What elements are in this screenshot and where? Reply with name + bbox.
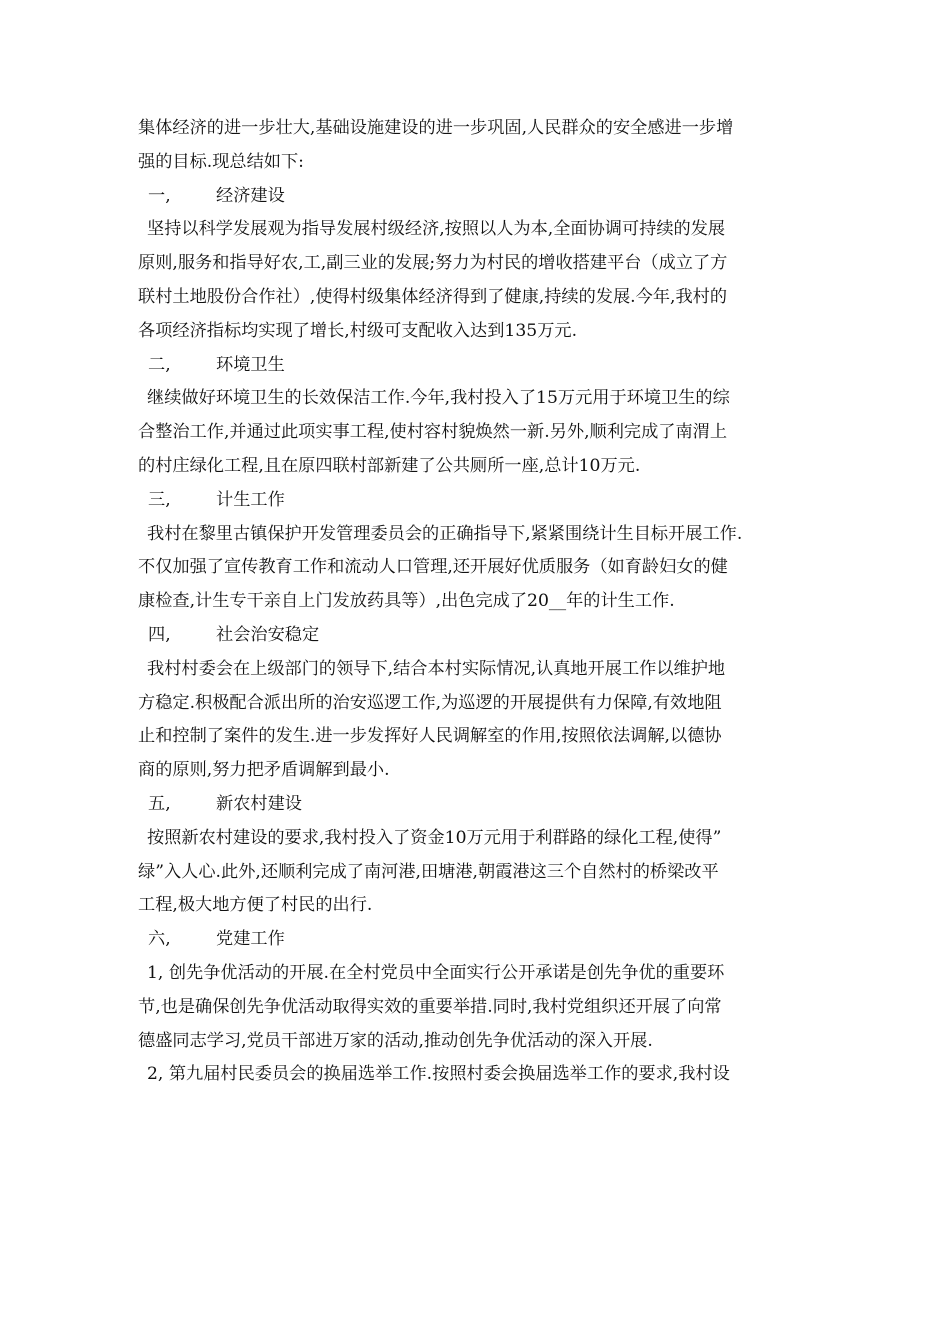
section-heading (138, 788, 818, 822)
paragraph-line: 不仅加强了宣传教育工作和流动人口管理,还开展好优质服务（如育龄妇女的健 (138, 557, 728, 578)
paragraph-line: 康检查,计生专干亲自上门发放药具等）,出色完成了20__年的计生工作. (138, 591, 675, 612)
paragraph-line: 方稳定.积极配合派出所的治安巡逻工作,为巡逻的开展提供有力保障,有效地阻 (138, 692, 722, 713)
section-number: 四, (148, 624, 171, 645)
paragraph-line: 工程,极大地方便了村民的出行. (138, 895, 373, 916)
paragraph-line: 我村在黎里古镇保护开发管理委员会的正确指导下,紧紧围绕计生目标开展工作. (147, 523, 743, 544)
paragraph-line: 联村土地股份合作社）,使得村级集体经济得到了健康,持续的发展.今年,我村的 (138, 286, 728, 307)
paragraph-line: 2, 第九届村民委员会的换届选举工作.按照村委会换届选举工作的要求,我村设 (147, 1064, 730, 1085)
section-number: 二, (148, 354, 171, 375)
section-heading (138, 180, 818, 214)
section-number: 五, (148, 793, 171, 814)
section-title: 环境卫生 (216, 354, 285, 375)
section-title: 新农村建设 (216, 793, 302, 814)
section-title: 计生工作 (216, 489, 285, 510)
section-heading (138, 484, 818, 518)
paragraph-line: 商的原则,努力把矛盾调解到最小. (138, 760, 390, 781)
paragraph-line: 坚持以科学发展观为指导发展村级经济,按照以人为本,全面协调可持续的发展 (147, 219, 726, 240)
paragraph-line: 节,也是确保创先争优活动取得实效的重要举措.同时,我村党组织还开展了向常 (138, 996, 722, 1017)
paragraph-line: 合整治工作,并通过此项实事工程,使村容村貌焕然一新.另外,顺利完成了南渭上 (138, 422, 728, 443)
document-page (138, 112, 818, 1092)
section-heading (138, 349, 818, 383)
paragraph-line: 原则,服务和指导好农,工,副三业的发展;努力为村民的增收搭建平台（成立了方 (138, 253, 728, 274)
intro-line: 强的目标.现总结如下: (138, 151, 304, 172)
paragraph-line: 我村村委会在上级部门的领导下,结合本村实际情况,认真地开展工作以维护地 (147, 658, 726, 679)
paragraph-line: 止和控制了案件的发生.进一步发挥好人民调解室的作用,按照依法调解,以德协 (138, 726, 722, 747)
paragraph-line: 的村庄绿化工程,且在原四联村部新建了公共厕所一座,总计10万元. (138, 455, 641, 476)
paragraph-line: 绿”入人心.此外,还顺利完成了南河港,田塘港,朝霞港这三个自然村的桥梁改平 (138, 861, 719, 882)
section-title: 党建工作 (216, 929, 285, 950)
section-number: 三, (148, 489, 171, 510)
section-title: 社会治安稳定 (216, 624, 320, 645)
section-heading (138, 619, 818, 653)
section-number: 一, (148, 185, 171, 206)
paragraph-line: 继续做好环境卫生的长效保洁工作.今年,我村投入了15万元用于环境卫生的综 (147, 388, 730, 409)
paragraph-line: 按照新农村建设的要求,我村投入了资金10万元用于利群路的绿化工程,使得” (147, 827, 722, 848)
paragraph-line: 德盛同志学习,党员干部进万家的活动,推动创先争优活动的深入开展. (138, 1030, 653, 1051)
section-heading (138, 923, 818, 957)
section-number: 六, (148, 929, 171, 950)
paragraph-line: 1, 创先争优活动的开展.在全村党员中全面实行公开承诺是创先争优的重要环 (147, 962, 725, 983)
intro-line: 集体经济的进一步壮大,基础设施建设的进一步巩固,人民群众的安全感进一步增 (138, 118, 734, 138)
section-title: 经济建设 (216, 185, 285, 206)
paragraph-line: 各项经济指标均实现了增长,村级可支配收入达到135万元. (138, 320, 578, 341)
